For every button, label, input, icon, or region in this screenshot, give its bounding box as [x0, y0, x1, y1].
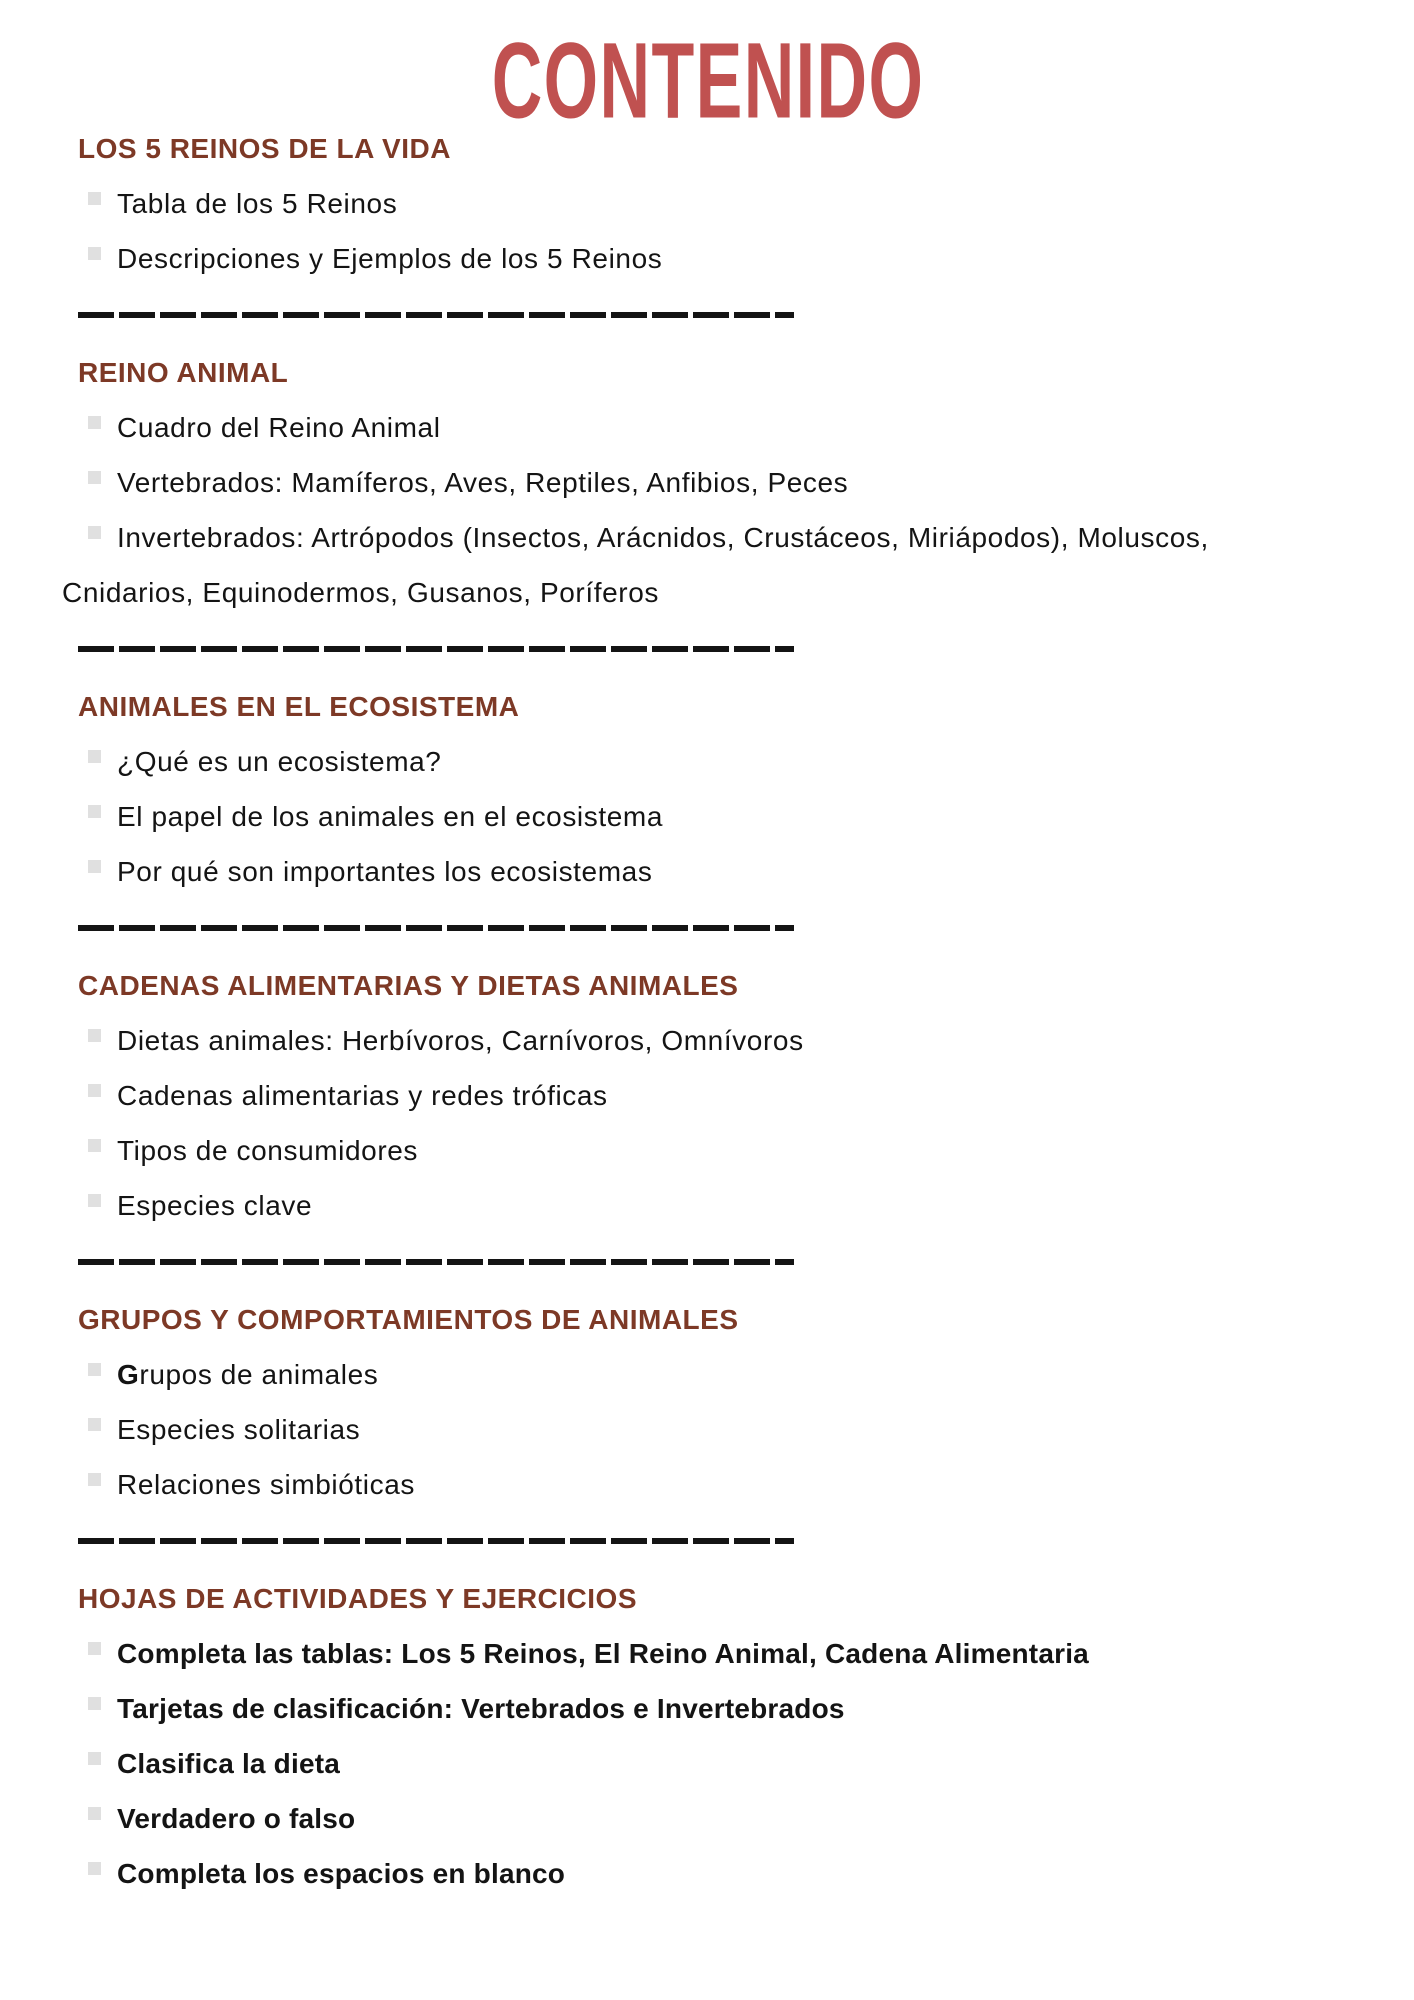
- toc-item-label: Tabla de los 5 Reinos: [117, 188, 398, 219]
- section-header: LOS 5 REINOS DE LA VIDA: [78, 133, 451, 164]
- toc-item: [62, 1736, 1352, 1791]
- toc-item: [62, 1681, 1352, 1736]
- toc-section-los-5-reinos: [62, 132, 1354, 318]
- toc-item-label: Invertebrados: Artrópodos (Insectos, Arácnidos, Crustáceos, Miriápodos), Moluscos, Cnidarios, Equinodermos, Gusanos, Poríferos: [62, 522, 1209, 608]
- bullet-square-icon: [88, 247, 101, 260]
- toc-item-label: Clasifica la dieta: [117, 1748, 341, 1779]
- section-divider: [78, 1259, 794, 1265]
- toc-item-label: Relaciones simbióticas: [117, 1469, 415, 1500]
- toc-section-reino-animal: [62, 356, 1354, 652]
- bullet-square-icon: [88, 416, 101, 429]
- section-divider: [78, 1538, 794, 1544]
- toc-item: [62, 734, 1212, 789]
- bullet-square-icon: [88, 1862, 101, 1875]
- toc-item-label: Verdadero o falso: [117, 1803, 356, 1834]
- section-header: GRUPOS Y COMPORTAMIENTOS DE ANIMALES: [78, 1304, 739, 1335]
- toc-item: [62, 789, 1212, 844]
- section-divider: [78, 646, 794, 652]
- bullet-square-icon: [88, 1194, 101, 1207]
- toc-item: [62, 1123, 1212, 1178]
- section-divider: [78, 312, 794, 318]
- toc-item-label: Cuadro del Reino Animal: [117, 412, 441, 443]
- bullet-square-icon: [88, 1084, 101, 1097]
- toc-item-label: El papel de los animales en el ecosistema: [117, 801, 664, 832]
- toc-section-hojas-actividades: [62, 1582, 1354, 1901]
- toc-item: [62, 1402, 1212, 1457]
- section-header: CADENAS ALIMENTARIAS Y DIETAS ANIMALES: [78, 970, 739, 1001]
- toc-section-grupos-comportamientos: [62, 1303, 1354, 1544]
- bullet-square-icon: [88, 192, 101, 205]
- toc-item-label: Por qué son importantes los ecosistemas: [117, 856, 653, 887]
- toc-item: [62, 844, 1212, 899]
- toc-item-label: ¿Qué es un ecosistema?: [117, 746, 442, 777]
- toc-item: [62, 510, 1212, 620]
- toc-item: [62, 1791, 1352, 1846]
- toc-item-label: Completa las tablas: Los 5 Reinos, El Reino Animal, Cadena Alimentaria: [117, 1638, 1089, 1669]
- toc-item-label: rupos de animales: [139, 1359, 379, 1390]
- toc-item-label: Especies clave: [117, 1190, 313, 1221]
- toc-item-bold-prefix: G: [117, 1359, 140, 1390]
- toc-item-label: Cadenas alimentarias y redes tróficas: [117, 1080, 608, 1111]
- bullet-square-icon: [88, 805, 101, 818]
- bullet-square-icon: [88, 1363, 101, 1376]
- bullet-square-icon: [88, 1139, 101, 1152]
- toc-item-label: Tipos de consumidores: [117, 1135, 419, 1166]
- toc-item: [62, 400, 1212, 455]
- toc-item-label: Vertebrados: Mamíferos, Aves, Reptiles, Anfibios, Peces: [117, 467, 849, 498]
- toc-item: [62, 1626, 1352, 1681]
- toc-item: [62, 176, 1212, 231]
- bullet-square-icon: [88, 1807, 101, 1820]
- bullet-square-icon: [88, 1418, 101, 1431]
- bullet-square-icon: [88, 1642, 101, 1655]
- page-title: CONTENIDO: [491, 20, 925, 142]
- bullet-square-icon: [88, 750, 101, 763]
- toc-item: [62, 1068, 1212, 1123]
- section-divider: [78, 925, 794, 931]
- toc-item: [62, 1178, 1212, 1233]
- bullet-square-icon: [88, 1473, 101, 1486]
- toc-item: [62, 231, 1212, 286]
- toc-item-label: Descripciones y Ejemplos de los 5 Reinos: [117, 243, 663, 274]
- toc-item-label: Especies solitarias: [117, 1414, 361, 1445]
- section-header: ANIMALES EN EL ECOSISTEMA: [78, 691, 520, 722]
- bullet-square-icon: [88, 471, 101, 484]
- toc-section-cadenas-alimentarias: [62, 969, 1354, 1265]
- bullet-square-icon: [88, 1697, 101, 1710]
- bullet-square-icon: [88, 1029, 101, 1042]
- section-header: REINO ANIMAL: [78, 357, 289, 388]
- page-title-wrap: [62, 20, 1354, 142]
- toc-item-label: Tarjetas de clasificación: Vertebrados e Invertebrados: [117, 1693, 845, 1724]
- toc-item-label: Completa los espacios en blanco: [117, 1858, 566, 1889]
- toc-item: [62, 1347, 1212, 1402]
- toc-item: [62, 1457, 1212, 1512]
- bullet-square-icon: [88, 860, 101, 873]
- toc-item: [62, 1013, 1212, 1068]
- bullet-square-icon: [88, 1752, 101, 1765]
- toc-item: [62, 455, 1212, 510]
- section-header: HOJAS DE ACTIVIDADES Y EJERCICIOS: [78, 1583, 637, 1614]
- bullet-square-icon: [88, 526, 101, 539]
- toc-item-label: Dietas animales: Herbívoros, Carnívoros, Omnívoros: [117, 1025, 804, 1056]
- toc-item: [62, 1846, 1352, 1901]
- toc-section-animales-ecosistema: [62, 690, 1354, 931]
